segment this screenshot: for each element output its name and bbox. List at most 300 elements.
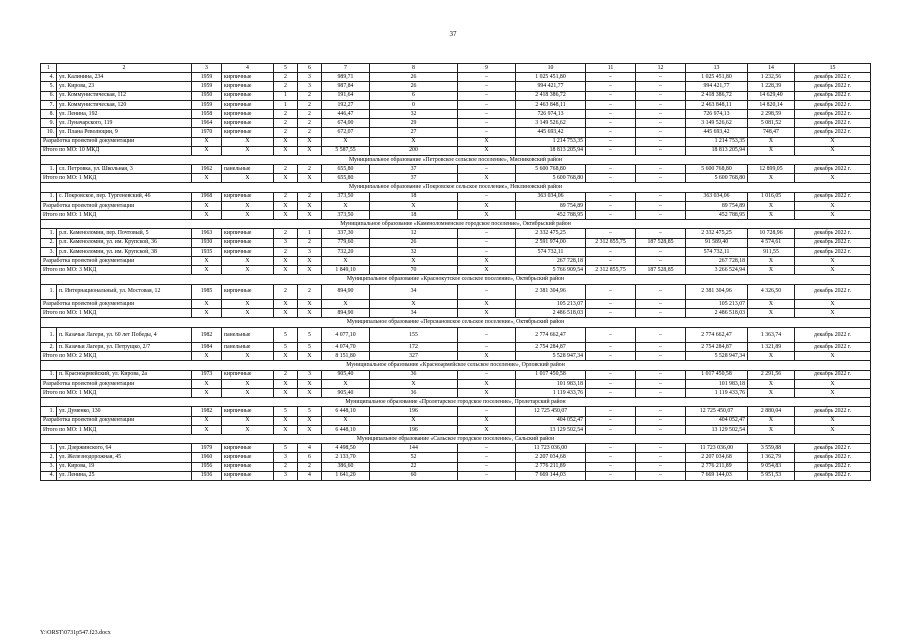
table-cell: 36 (370, 389, 458, 398)
table-cell: 2 (274, 247, 298, 256)
table-cell: 13 129 502,54 (686, 425, 748, 434)
table-cell: 2 (274, 370, 298, 379)
table-cell: – (586, 73, 636, 82)
column-number: 11 (586, 64, 636, 73)
table-cell: X (274, 416, 298, 425)
building-row (41, 100, 871, 109)
building-row (41, 343, 871, 352)
table-cell: 655,80 (322, 165, 370, 174)
municipality-section-row (41, 183, 871, 192)
table-cell: – (636, 379, 686, 388)
table-cell: – (586, 256, 636, 265)
table-cell: 1959 (192, 100, 222, 109)
table-cell: 27 (370, 128, 458, 137)
building-address: р.п. Каменоломни, ул. им. Крупской, 36 (57, 238, 192, 247)
column-number: 14 (748, 64, 795, 73)
table-cell: кирпичные (222, 229, 274, 238)
table-cell: 1959 (192, 73, 222, 82)
table-cell: X (298, 201, 322, 210)
table-cell: 1 025 451,80 (516, 73, 586, 82)
table-cell: X (192, 425, 222, 434)
table-cell: 404 052,47 (516, 416, 586, 425)
table-cell: 3. (41, 247, 57, 256)
table-cell: 1. (41, 165, 57, 174)
table-cell: 2 (298, 192, 322, 201)
row-label: Разработка проектной документации (41, 379, 192, 388)
subtotal-row (41, 309, 871, 318)
table-cell: X (748, 266, 795, 275)
row-label: Итого по МО: 1 МКД (41, 174, 192, 183)
table-cell: 5 600 768,80 (516, 174, 586, 183)
table-cell: – (586, 309, 636, 318)
table-cell: X (748, 425, 795, 434)
table-cell: 994 421,77 (516, 82, 586, 91)
table-cell: X (298, 211, 322, 220)
table-cell: 1935 (192, 247, 222, 256)
table-cell: 1968 (192, 192, 222, 201)
table-cell: 89 754,89 (686, 201, 748, 210)
table-cell: – (458, 407, 516, 416)
table-cell: – (586, 165, 636, 174)
building-row (41, 128, 871, 137)
row-label: Итого по МО: 3 МКД (41, 266, 192, 275)
table-cell: 4 (298, 471, 322, 480)
table-cell: 2 (298, 165, 322, 174)
table-cell: 3 (274, 453, 298, 462)
table-cell: декабрь 2022 г. (795, 128, 871, 137)
table-cell: декабрь 2022 г. (795, 407, 871, 416)
table-cell: 3 (298, 247, 322, 256)
page-number: 37 (449, 30, 457, 38)
table-cell: – (636, 201, 686, 210)
table-cell: 3 (298, 370, 322, 379)
table-cell: 1979 (192, 444, 222, 453)
row-label: Разработка проектной документации (41, 416, 192, 425)
table-cell: 5 600 768,80 (686, 165, 748, 174)
table-cell: 1. (41, 229, 57, 238)
column-number: 12 (636, 64, 686, 73)
table-cell: 373,50 (322, 211, 370, 220)
table-cell: 1958 (192, 109, 222, 118)
table-cell: – (458, 82, 516, 91)
table-cell: 1936 (192, 471, 222, 480)
table-cell: 1930 (192, 238, 222, 247)
table-cell: 1 849,10 (322, 266, 370, 275)
table-cell: 18 813 205,94 (516, 146, 586, 155)
table-cell: X (370, 201, 458, 210)
table-cell: X (192, 201, 222, 210)
table-cell: X (192, 146, 222, 155)
table-cell: – (586, 444, 636, 453)
table-cell: декабрь 2022 г. (795, 247, 871, 256)
table-cell: – (586, 146, 636, 155)
table-cell: 2 (274, 165, 298, 174)
table-cell: X (458, 300, 516, 309)
table-cell: – (458, 109, 516, 118)
table-cell: 18 (370, 192, 458, 201)
table-cell: 6 448,10 (322, 407, 370, 416)
table-cell: X (222, 379, 274, 388)
table-cell: X (192, 211, 222, 220)
building-row (41, 91, 871, 100)
table-cell: кирпичные (222, 462, 274, 471)
table-cell: – (586, 471, 636, 480)
table-cell: – (586, 137, 636, 146)
table-cell: 373,50 (322, 192, 370, 201)
table-cell: – (636, 174, 686, 183)
table-cell: X (222, 174, 274, 183)
design-docs-row (41, 379, 871, 388)
table-cell: декабрь 2022 г. (795, 462, 871, 471)
table-cell: 8 151,80 (322, 352, 370, 361)
table-cell: – (458, 165, 516, 174)
building-row (41, 192, 871, 201)
table-cell: 5 (274, 444, 298, 453)
table-cell: – (586, 370, 636, 379)
table-cell: – (636, 146, 686, 155)
table-cell: X (192, 389, 222, 398)
table-cell: 1. (41, 192, 57, 201)
table-cell: X (458, 352, 516, 361)
table-cell: 1 232,56 (748, 73, 795, 82)
table-cell: X (222, 309, 274, 318)
table-cell: 1959 (192, 82, 222, 91)
table-cell: 574 732,11 (686, 247, 748, 256)
building-row (41, 119, 871, 128)
table-cell: 5 951,53 (748, 471, 795, 480)
table-cell: – (636, 352, 686, 361)
table-cell: 1964 (192, 119, 222, 128)
table-cell: X (298, 300, 322, 309)
table-cell: 1 119 433,76 (686, 389, 748, 398)
table-cell: 1 025 451,80 (686, 73, 748, 82)
table-cell: X (370, 416, 458, 425)
table-cell: 1 119 433,76 (516, 389, 586, 398)
row-label: Итого по МО: 1 МКД (41, 425, 192, 434)
table-cell: 994 421,77 (686, 82, 748, 91)
table-cell: 5 528 947,34 (686, 352, 748, 361)
table-cell: 1 (298, 229, 322, 238)
table-cell: – (636, 256, 686, 265)
table-cell: X (192, 379, 222, 388)
table-cell: X (274, 201, 298, 210)
table-cell: – (458, 192, 516, 201)
table-cell: – (586, 327, 636, 343)
table-cell: – (586, 453, 636, 462)
table-cell: – (458, 471, 516, 480)
table-cell: 26 (370, 82, 458, 91)
table-cell: 1. (41, 370, 57, 379)
table-cell: X (748, 352, 795, 361)
table-cell: X (274, 137, 298, 146)
table-cell: 14 629,40 (748, 91, 795, 100)
column-number-row (41, 64, 871, 73)
table-cell: X (274, 379, 298, 388)
table-cell: X (298, 174, 322, 183)
table-cell: X (298, 146, 322, 155)
table-cell: 3 559,88 (748, 444, 795, 453)
table-cell: – (586, 91, 636, 100)
table-cell: 267 728,18 (516, 256, 586, 265)
table-cell: 6 448,10 (322, 425, 370, 434)
table-cell: 10 728,96 (748, 229, 795, 238)
table-cell: 2 591 974,00 (516, 238, 586, 247)
column-number: 7 (322, 64, 370, 73)
table-cell: 4 326,50 (748, 284, 795, 300)
table-cell: 12 899,05 (748, 165, 795, 174)
table-cell: 5 (298, 327, 322, 343)
table-cell: 1. (41, 327, 57, 343)
table-cell: 7 669 144,03 (686, 471, 748, 480)
table-cell: декабрь 2022 г. (795, 471, 871, 480)
table-cell: 4 077,10 (322, 327, 370, 343)
table-cell: 5 (274, 327, 298, 343)
table-cell: – (586, 462, 636, 471)
table-cell: X (222, 425, 274, 434)
building-row (41, 82, 871, 91)
table-cell: декабрь 2022 г. (795, 73, 871, 82)
table-cell: декабрь 2022 г. (795, 327, 871, 343)
table-cell: 12 (370, 229, 458, 238)
table-cell: X (795, 211, 871, 220)
column-number: 5 (274, 64, 298, 73)
table-cell: – (586, 192, 636, 201)
building-row (41, 73, 871, 82)
table-cell: X (322, 137, 370, 146)
table-cell: – (458, 91, 516, 100)
design-docs-row (41, 416, 871, 425)
building-row (41, 471, 871, 480)
table-cell: – (458, 238, 516, 247)
table-cell: 911,55 (748, 247, 795, 256)
footer-file-path: Y:\ORST\0731p547.f23.docx (40, 630, 111, 636)
table-cell: 5 (298, 407, 322, 416)
table-cell: кирпичные (222, 73, 274, 82)
table-cell: – (586, 82, 636, 91)
table-cell: 337,30 (322, 229, 370, 238)
table-cell: X (795, 389, 871, 398)
building-row (41, 453, 871, 462)
building-address: п. Казачьи Лагери, ул. Петрущко, 2/7 (57, 343, 192, 352)
table-cell: 37 (370, 165, 458, 174)
table-cell: 29 (370, 119, 458, 128)
table-cell: – (636, 389, 686, 398)
table-cell: 7 669 144,03 (516, 471, 586, 480)
building-address: ул. Думенко, 130 (57, 407, 192, 416)
building-address: ул. Ленина, 192 (57, 109, 192, 118)
table-cell: панельные (222, 343, 274, 352)
table-cell: X (222, 211, 274, 220)
building-row (41, 370, 871, 379)
table-cell: декабрь 2022 г. (795, 119, 871, 128)
table-cell: 5 600 768,80 (516, 165, 586, 174)
column-number: 6 (298, 64, 322, 73)
table-cell: X (748, 379, 795, 388)
table-cell: – (636, 370, 686, 379)
table-cell: 2 (274, 73, 298, 82)
table-cell: 172 (370, 343, 458, 352)
table-cell: – (636, 128, 686, 137)
table-cell: 672,07 (322, 128, 370, 137)
table-cell: – (586, 201, 636, 210)
table-cell: X (274, 266, 298, 275)
table-cell: 2 463 848,11 (516, 100, 586, 109)
municipality-title: Муниципальное образование «Покровское сельское поселение», Неклиновский район (41, 183, 871, 192)
table-cell: X (322, 379, 370, 388)
table-cell: 1950 (192, 91, 222, 100)
table-cell: декабрь 2022 г. (795, 343, 871, 352)
table-cell: 26 (370, 238, 458, 247)
table-cell: X (274, 425, 298, 434)
table-cell: панельные (222, 165, 274, 174)
table-cell: 2 754 284,87 (516, 343, 586, 352)
table-cell: 34 (370, 309, 458, 318)
table-cell: 2 (298, 100, 322, 109)
building-address: с. Покровское, пер. Тургеневский, 46 (57, 192, 192, 201)
table-cell: X (322, 256, 370, 265)
table-cell: 1982 (192, 327, 222, 343)
table-cell: 200 (370, 146, 458, 155)
table-cell: – (636, 211, 686, 220)
table-cell: X (370, 379, 458, 388)
table-cell: 196 (370, 407, 458, 416)
building-address: ул. Кирова, 23 (57, 82, 192, 91)
table-cell: X (274, 256, 298, 265)
table-cell: 105 213,07 (516, 300, 586, 309)
table-cell: 1. (41, 407, 57, 416)
table-cell: – (586, 284, 636, 300)
table-cell: 101 983,18 (686, 379, 748, 388)
table-cell: – (586, 407, 636, 416)
table-cell: X (192, 300, 222, 309)
table-cell: 13 129 502,54 (516, 425, 586, 434)
design-docs-row (41, 300, 871, 309)
municipality-section-row (41, 220, 871, 229)
table-cell: 574 732,11 (516, 247, 586, 256)
table-cell: 1960 (192, 453, 222, 462)
table-cell: 2 754 284,87 (686, 343, 748, 352)
table-cell: декабрь 2022 г. (795, 229, 871, 238)
table-cell: 105 213,07 (686, 300, 748, 309)
table-cell: 2 (274, 462, 298, 471)
table-cell: кирпичные (222, 128, 274, 137)
table-cell: 4. (41, 471, 57, 480)
table-cell: X (458, 309, 516, 318)
table-cell: – (636, 73, 686, 82)
table-cell: 726 974,13 (516, 109, 586, 118)
table-cell: 5 528 947,34 (516, 352, 586, 361)
table-cell: 2 (274, 128, 298, 137)
subtotal-row (41, 146, 871, 155)
table-cell: X (748, 300, 795, 309)
table-cell: – (458, 119, 516, 128)
table-cell: 1962 (192, 165, 222, 174)
building-address: р.п. Каменоломни, ул. им. Крупской, 38 (57, 247, 192, 256)
municipality-title: Муниципальное образование «Пролетарское городское поселение», Пролетарский район (41, 398, 871, 407)
table-cell: – (586, 247, 636, 256)
table-cell: 2 298,59 (748, 109, 795, 118)
table-cell: 2. (41, 238, 57, 247)
table-cell: – (586, 128, 636, 137)
table-cell: X (795, 201, 871, 210)
table-cell: X (274, 146, 298, 155)
building-address: р.п. Каменоломни, пер. Почтовый, 5 (57, 229, 192, 238)
table-cell: X (458, 416, 516, 425)
table-cell: 5 (274, 343, 298, 352)
table-cell: X (222, 416, 274, 425)
table-cell: X (458, 425, 516, 434)
table-cell: X (222, 266, 274, 275)
building-address: п. Казачьи Лагери, ул. 60 лет Победы, 4 (57, 327, 192, 343)
table-cell: X (274, 309, 298, 318)
table-cell: – (458, 444, 516, 453)
table-cell: декабрь 2022 г. (795, 109, 871, 118)
table-cell: X (795, 379, 871, 388)
table-cell: 905,40 (322, 370, 370, 379)
table-cell: X (748, 256, 795, 265)
table-cell: декабрь 2022 г. (795, 284, 871, 300)
municipality-title: Муниципальное образование «Петровское сельское поселение», Мясниковский район (41, 155, 871, 164)
table-cell: X (274, 300, 298, 309)
table-cell: X (458, 266, 516, 275)
row-label: Разработка проектной документации (41, 137, 192, 146)
table-cell: 2 (274, 192, 298, 201)
table-cell: кирпичные (222, 407, 274, 416)
table-cell: 404 052,47 (686, 416, 748, 425)
building-address: сл. Петровка, ул. Школьная, 3 (57, 165, 192, 174)
table-cell: X (298, 416, 322, 425)
table-cell: 2 (274, 119, 298, 128)
table-cell: 22 (370, 462, 458, 471)
table-cell: X (458, 201, 516, 210)
table-cell: – (458, 343, 516, 352)
building-address: ул. Дзержинского, 64 (57, 444, 192, 453)
table-cell: X (795, 266, 871, 275)
table-cell: 5 081,52 (748, 119, 795, 128)
table-cell: 3. (41, 462, 57, 471)
column-number: 15 (795, 64, 871, 73)
table-cell: X (458, 146, 516, 155)
table-cell: X (795, 425, 871, 434)
table-cell: – (458, 284, 516, 300)
table-cell: 1 (274, 91, 298, 100)
table-cell: X (274, 389, 298, 398)
table-cell: 3 149 526,62 (686, 119, 748, 128)
table-cell: кирпичные (222, 119, 274, 128)
table-cell: X (795, 174, 871, 183)
table-cell: декабрь 2022 г. (795, 444, 871, 453)
table-cell: 1. (41, 284, 57, 300)
table-cell: – (458, 100, 516, 109)
building-row (41, 444, 871, 453)
table-cell: – (636, 462, 686, 471)
table-cell: 3 (298, 82, 322, 91)
table-cell: 2 312 855,75 (586, 238, 636, 247)
table-cell: 12 725 450,07 (516, 407, 586, 416)
table-cell: X (458, 211, 516, 220)
table-cell: X (274, 352, 298, 361)
column-number: 10 (516, 64, 586, 73)
table-cell: 1984 (192, 343, 222, 352)
table-cell: 101 983,18 (516, 379, 586, 388)
table-cell: кирпичные (222, 238, 274, 247)
table-cell: 1956 (192, 462, 222, 471)
table-cell: – (586, 416, 636, 425)
table-cell: 894,90 (322, 284, 370, 300)
table-cell: – (636, 309, 686, 318)
table-cell: – (586, 119, 636, 128)
table-cell: кирпичные (222, 247, 274, 256)
